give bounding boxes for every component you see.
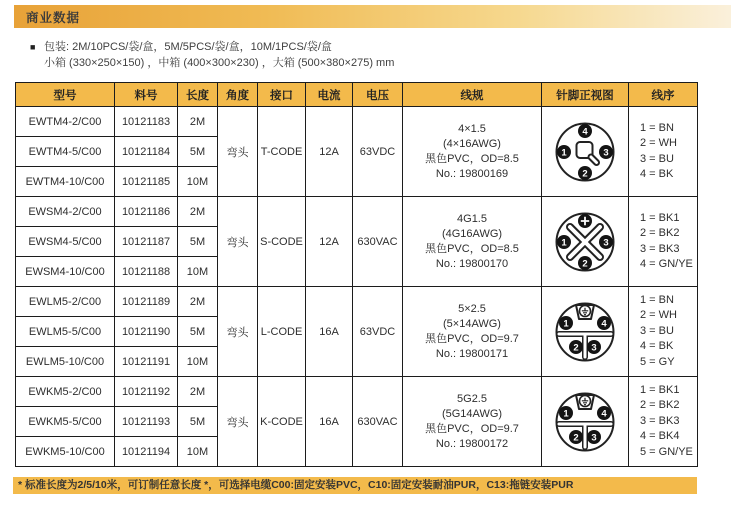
cell-wire-order: [629, 197, 698, 287]
svg-text:2: 2: [582, 257, 588, 269]
cell-length: 10M: [178, 347, 218, 377]
cell-angle: 弯头: [218, 197, 258, 287]
cell-length: 2M: [178, 287, 218, 317]
wire-order-line: 2 = BK2: [640, 399, 680, 412]
cell-pin-view: [542, 107, 629, 197]
cell-wire-order: [629, 377, 698, 467]
cell-length: 10M: [178, 257, 218, 287]
column-header-pin-view: 针脚正视图: [542, 83, 629, 107]
wire-spec-line: 5G2.5: [457, 392, 487, 405]
cell-model: EWTM4-2/C00: [16, 107, 115, 137]
wire-order-line: 3 = BU: [640, 324, 674, 337]
wire-order-line: 4 = BK: [640, 168, 674, 180]
wire-order-line: 1 = BN: [640, 293, 674, 306]
cell-voltage: 63VDC: [353, 107, 403, 197]
cell-current: 16A: [306, 287, 353, 377]
cell-angle: 弯头: [218, 377, 258, 467]
cell-interface: T-CODE: [258, 107, 306, 197]
wire-order-line: 4 = BK4: [640, 430, 680, 443]
svg-text:1: 1: [561, 236, 567, 248]
wire-order-line: 1 = BN: [640, 121, 674, 134]
column-header-voltage: 电压: [353, 83, 403, 107]
cell-model: EWLM5-2/C00: [16, 287, 115, 317]
table-row: [16, 287, 698, 317]
footer-note: * 标准长度为2/5/10米，可订制任意长度 *，可选择电缆C00:固定安装PVC，C10:固定安装耐油PUR，C13:拖链安装PUR: [13, 477, 697, 494]
k-code-connector-pinout-icon: [549, 386, 621, 458]
table-row: [16, 107, 698, 137]
cell-length: 10M: [178, 167, 218, 197]
wire-spec-line: 4×1.5: [458, 122, 486, 135]
cell-length: 5M: [178, 137, 218, 167]
cell-length: 5M: [178, 317, 218, 347]
cell-current: 12A: [306, 197, 353, 287]
wire-order-line: 2 = WH: [640, 137, 677, 149]
header-row: [16, 83, 698, 107]
cell-model: EWKM5-10/C00: [16, 437, 115, 467]
svg-text:3: 3: [591, 431, 597, 443]
cell-length: 2M: [178, 107, 218, 137]
cell-pin-view: [542, 287, 629, 377]
wire-spec-line: No.: 19800170: [435, 257, 509, 270]
cell-length: 10M: [178, 437, 218, 467]
cell-wire-spec: [403, 107, 542, 197]
wire-spec-line: 黑色PVC，OD=8.5: [425, 242, 519, 255]
cell-part-number: 10121193: [115, 407, 178, 437]
wire-spec-line: (4G16AWG): [441, 227, 503, 240]
cell-angle: 弯头: [218, 287, 258, 377]
cell-part-number: 10121183: [115, 107, 178, 137]
cell-part-number: 10121184: [115, 137, 178, 167]
packaging-line-1: 包装: 2M/10PCS/袋/盒，5M/5PCS/袋/盒，10M/1PCS/袋/盒: [44, 41, 332, 53]
cell-voltage: 630VAC: [353, 377, 403, 467]
wire-order-line: 3 = BU: [640, 152, 674, 165]
cell-pin-view: [542, 377, 629, 467]
wire-order-line: 5 = GY: [640, 355, 675, 368]
wire-spec-line: 黑色PVC，OD=9.7: [425, 332, 519, 345]
svg-text:4: 4: [582, 125, 588, 137]
cell-length: 2M: [178, 377, 218, 407]
wire-spec-line: 4G1.5: [457, 212, 487, 225]
wire-order-line: 4 = GN/YE: [640, 258, 693, 270]
cell-part-number: 10121186: [115, 197, 178, 227]
cell-model: EWTM4-5/C00: [16, 137, 115, 167]
wire-spec-line: No.: 19800171: [435, 347, 509, 360]
wire-spec-line: No.: 19800172: [435, 437, 509, 450]
svg-text:3: 3: [591, 341, 597, 353]
wire-spec-line: 黑色PVC，OD=9.7: [425, 422, 519, 435]
svg-text:4: 4: [601, 317, 607, 329]
svg-text:1: 1: [563, 317, 569, 329]
cell-part-number: 10121185: [115, 167, 178, 197]
wire-spec-line: 黑色PVC，OD=8.5: [425, 152, 519, 165]
cell-model: EWKM5-5/C00: [16, 407, 115, 437]
cell-part-number: 10121188: [115, 257, 178, 287]
cell-part-number: 10121192: [115, 377, 178, 407]
cell-interface: S-CODE: [258, 197, 306, 287]
svg-text:1: 1: [561, 146, 567, 158]
column-header-part-number: 料号: [115, 83, 178, 107]
wire-spec-line: 5×2.5: [458, 302, 486, 315]
cell-model: EWTM4-10/C00: [16, 167, 115, 197]
cell-length: 2M: [178, 197, 218, 227]
l-code-connector-pinout-icon: [549, 296, 621, 368]
wire-order-line: 3 = BK3: [640, 242, 680, 255]
column-header-model: 型号: [16, 83, 115, 107]
cell-part-number: 10121187: [115, 227, 178, 257]
page-title: 商业数据: [26, 10, 81, 25]
cell-part-number: 10121190: [115, 317, 178, 347]
cell-voltage: 630VAC: [353, 197, 403, 287]
cell-model: EWLM5-10/C00: [16, 347, 115, 377]
wire-spec-line: (4×16AWG): [443, 137, 501, 150]
column-header-wire-order: 线序: [629, 83, 698, 107]
cell-wire-spec: [403, 377, 542, 467]
cell-interface: L-CODE: [258, 287, 306, 377]
svg-text:2: 2: [573, 341, 579, 353]
t-code-connector-pinout-icon: [549, 116, 621, 188]
column-header-length: 长度: [178, 83, 218, 107]
table-row: [16, 197, 698, 227]
cell-model: EWSM4-5/C00: [16, 227, 115, 257]
svg-text:4: 4: [601, 407, 607, 419]
wire-spec-line: (5×14AWG): [443, 317, 501, 330]
cell-length: 5M: [178, 227, 218, 257]
cell-part-number: 10121189: [115, 287, 178, 317]
wire-order-line: 1 = BK1: [640, 383, 680, 396]
wire-spec-line: (5G14AWG): [441, 407, 503, 420]
cell-part-number: 10121194: [115, 437, 178, 467]
wire-spec-line: No.: 19800169: [435, 167, 509, 180]
wire-order-line: 3 = BK3: [640, 414, 680, 427]
wire-order-line: 4 = BK: [640, 340, 674, 353]
wire-order-line: 2 = BK2: [640, 227, 680, 239]
cell-wire-order: [629, 287, 698, 377]
cell-angle: 弯头: [218, 107, 258, 197]
svg-text:2: 2: [573, 431, 579, 443]
cell-wire-spec: [403, 287, 542, 377]
title-bar: [14, 5, 731, 28]
packaging-note: [30, 39, 394, 71]
cell-wire-order: [629, 107, 698, 197]
cell-model: EWSM4-10/C00: [16, 257, 115, 287]
table-row: [16, 377, 698, 407]
svg-text:3: 3: [603, 236, 609, 248]
cell-length: 5M: [178, 407, 218, 437]
svg-text:1: 1: [563, 407, 569, 419]
packaging-line-2: 小箱 (330×250×150) ，中箱 (400×300×230) ，大箱 (500×380×275) mm: [44, 57, 395, 69]
column-header-angle: 角度: [218, 83, 258, 107]
cell-model: EWSM4-2/C00: [16, 197, 115, 227]
wire-order-line: 2 = WH: [640, 309, 677, 322]
wire-order-line: 5 = GN/YE: [640, 445, 693, 458]
cell-current: 16A: [306, 377, 353, 467]
cell-wire-spec: [403, 197, 542, 287]
spec-table: [15, 82, 698, 467]
cell-part-number: 10121191: [115, 347, 178, 377]
wire-order-line: 1 = BK1: [640, 211, 680, 224]
cell-interface: K-CODE: [258, 377, 306, 467]
s-code-connector-pinout-icon: [549, 206, 621, 278]
column-header-current: 电流: [306, 83, 353, 107]
svg-text:2: 2: [582, 167, 588, 179]
svg-text:3: 3: [603, 146, 609, 158]
cell-pin-view: [542, 197, 629, 287]
cell-current: 12A: [306, 107, 353, 197]
cell-voltage: 63VDC: [353, 287, 403, 377]
column-header-interface: 接口: [258, 83, 306, 107]
cell-model: EWLM5-5/C00: [16, 317, 115, 347]
cell-model: EWKM5-2/C00: [16, 377, 115, 407]
column-header-wire-spec: 线规: [403, 83, 542, 107]
square-bullet-icon: ■: [30, 42, 36, 52]
